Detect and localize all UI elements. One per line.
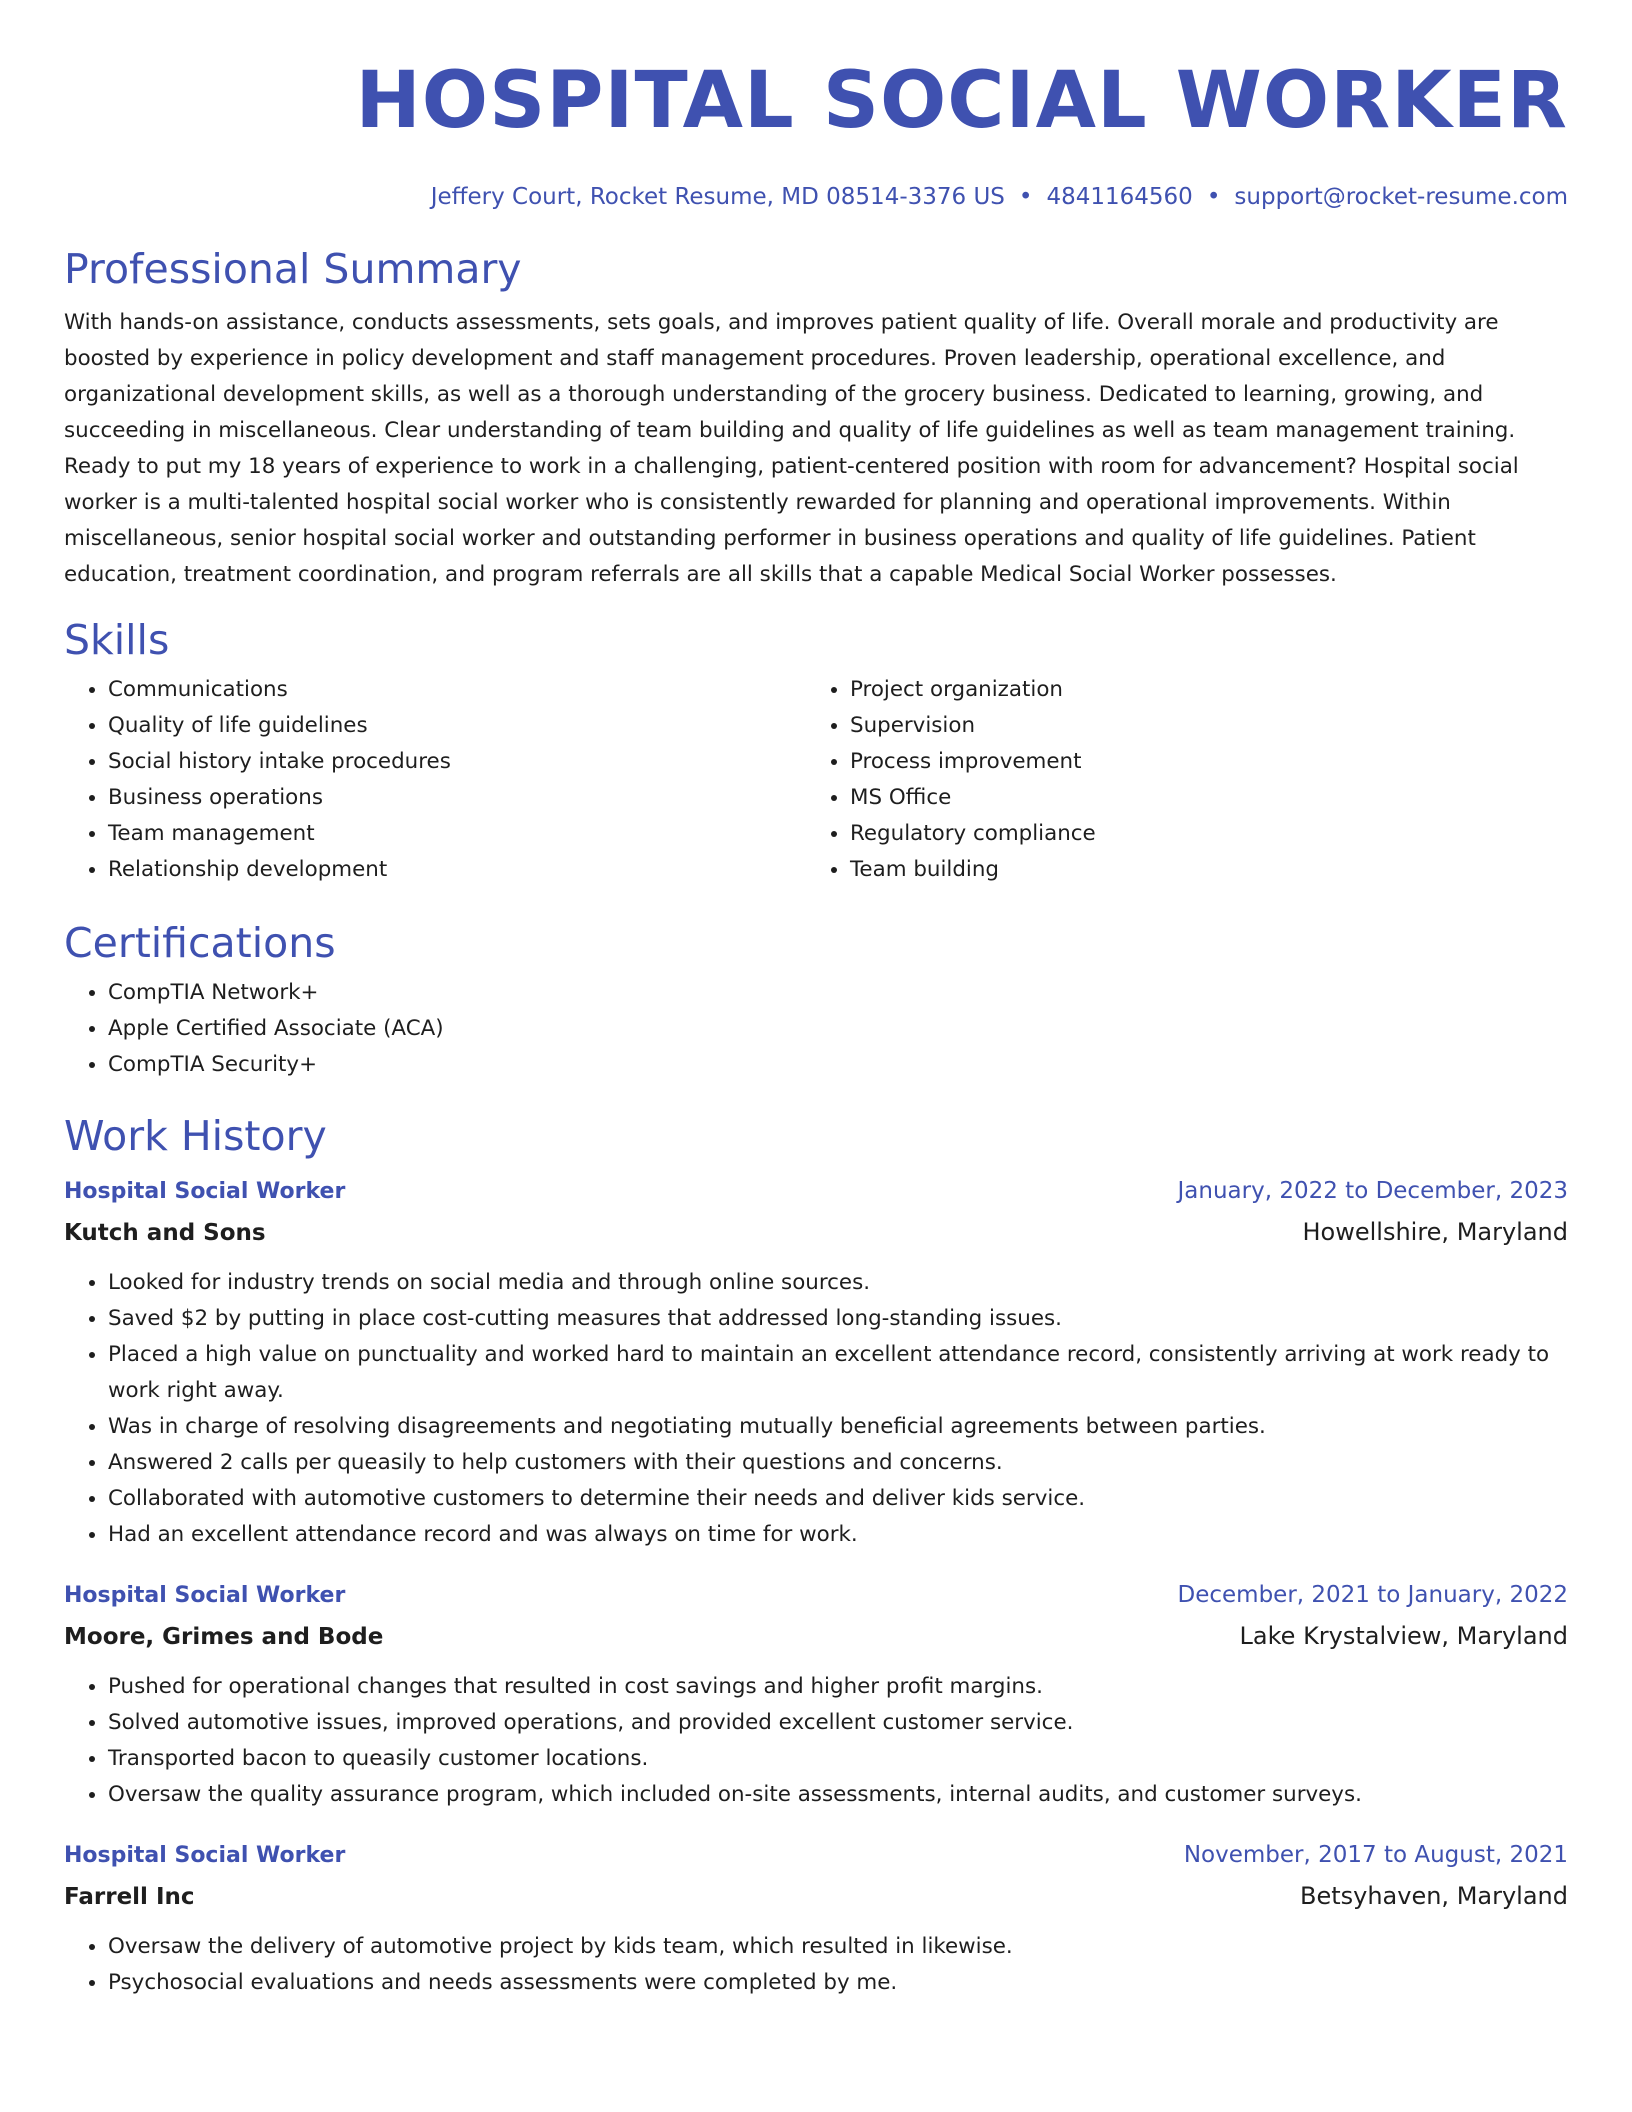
work-section bbox=[64, 1113, 1568, 2000]
job-location: Betsyhaven, Maryland bbox=[1299, 1881, 1568, 1910]
job-bullet: • Oversaw the delivery of automotive project by kids team, which resulted in likewise. bbox=[108, 1929, 1568, 1965]
contact-separator: • bbox=[1018, 184, 1033, 210]
job-company: Farrell Inc bbox=[64, 1883, 195, 1910]
job-bullet: • Transported bacon to queasily customer locations. bbox=[108, 1741, 1568, 1777]
job-title: Hospital Social Worker bbox=[64, 1582, 346, 1608]
job-bullet: • Saved $2 by putting in place cost-cutting measures that addressed long-standing issues. bbox=[108, 1301, 1568, 1337]
contact-email[interactable]: support@rocket-resume.com bbox=[1234, 184, 1568, 210]
certification-item: • CompTIA Security+ bbox=[108, 1047, 1568, 1083]
job-location: Howellshire, Maryland bbox=[1302, 1217, 1568, 1246]
job-bullet: • Looked for industry trends on social media and through online sources. bbox=[108, 1265, 1568, 1301]
certifications-list bbox=[64, 975, 1568, 1083]
job-location: Lake Krystalview, Maryland bbox=[1239, 1621, 1568, 1650]
job-entry bbox=[64, 1835, 1568, 2001]
skill-item: • MS Office bbox=[850, 780, 1548, 816]
skill-item: • Quality of life guidelines bbox=[108, 708, 806, 744]
job-company: Kutch and Sons bbox=[64, 1219, 266, 1246]
skill-item: • Process improvement bbox=[850, 744, 1548, 780]
certifications-section bbox=[64, 920, 1568, 1083]
skill-item: • Business operations bbox=[108, 780, 806, 816]
skill-item: • Team building bbox=[850, 852, 1548, 888]
summary-text: With hands-on assistance, conducts assessments, sets goals, and improves patient quality of life. Overall morale and productivity are boosted by experience in policy development and staff management procedures. Proven leadership, operational excellence, and organizational development skills, as well as a thorough understanding of the grocery business. Dedicated to learning, growing, and succeeding in miscellaneous. Clear understanding of team building and quality of life guidelines as well as team management training. Ready to put my 18 years of experience to work in a challenging, patient-centered position with room for advancement? Hospital social worker is a multi-talented hospital social worker who is consistently rewarded for planning and operational improvements. Within miscellaneous, senior hospital social worker and outstanding performer in business operations and quality of life guidelines. Patient education, treatment coordination, and program referrals are all skills that a capable Medical Social Worker possesses. bbox=[64, 310, 1519, 588]
job-bullet: • Answered 2 calls per queasily to help customers with their questions and concerns. bbox=[108, 1445, 1568, 1481]
job-title: Hospital Social Worker bbox=[64, 1178, 346, 1204]
skills-heading: Skills bbox=[64, 616, 170, 665]
job-company: Moore, Grimes and Bode bbox=[64, 1623, 384, 1650]
summary-heading: Professional Summary bbox=[64, 245, 522, 293]
skills-list-right bbox=[806, 672, 1548, 888]
contact-separator: • bbox=[1206, 184, 1221, 210]
job-title-row bbox=[64, 1171, 1568, 1212]
contact-address: Jeffery Court, Rocket Resume, MD 08514-3376 US bbox=[430, 184, 1005, 210]
skill-item: • Social history intake procedures bbox=[108, 744, 806, 780]
skill-item: • Project organization bbox=[850, 672, 1548, 708]
job-bullet: • Solved automotive issues, improved operations, and provided excellent customer service. bbox=[108, 1705, 1568, 1741]
contact-line bbox=[64, 184, 1568, 216]
job-entry bbox=[64, 1575, 1568, 1813]
skill-item: • Team management bbox=[108, 816, 806, 852]
resume-title: HOSPITAL SOCIAL WORKER bbox=[355, 56, 1568, 146]
job-dates: December, 2021 to January, 2022 bbox=[1177, 1581, 1568, 1608]
skill-item: • Communications bbox=[108, 672, 806, 708]
resume-page bbox=[64, 0, 1568, 2001]
job-bullet: • Placed a high value on punctuality and worked hard to maintain an excellent attendance record, consistently arriving at work ready to work right away. bbox=[108, 1337, 1568, 1409]
job-bullet: • Oversaw the quality assurance program, which included on-site assessments, internal audits, and customer surveys. bbox=[108, 1777, 1568, 1813]
job-company-row bbox=[64, 1212, 1568, 1253]
job-bullet: • Was in charge of resolving disagreements and negotiating mutually beneficial agreements between parties. bbox=[108, 1409, 1568, 1445]
job-bullet: • Collaborated with automotive customers to determine their needs and deliver kids service. bbox=[108, 1481, 1568, 1517]
certification-item: • CompTIA Network+ bbox=[108, 975, 1568, 1011]
job-dates: January, 2022 to December, 2023 bbox=[1177, 1177, 1568, 1204]
job-bullets bbox=[64, 1929, 1568, 2001]
job-title: Hospital Social Worker bbox=[64, 1842, 346, 1868]
work-jobs bbox=[64, 1171, 1568, 2001]
job-entry bbox=[64, 1171, 1568, 1553]
skill-item: • Supervision bbox=[850, 708, 1548, 744]
skills-section bbox=[64, 617, 1568, 888]
certifications-heading: Certifications bbox=[64, 919, 336, 968]
job-bullet: • Pushed for operational changes that resulted in cost savings and higher profit margins. bbox=[108, 1669, 1568, 1705]
job-title-row bbox=[64, 1575, 1568, 1616]
job-bullets bbox=[64, 1669, 1568, 1813]
certification-item: • Apple Certified Associate (ACA) bbox=[108, 1011, 1568, 1047]
skills-list-left bbox=[64, 672, 806, 888]
job-company-row bbox=[64, 1616, 1568, 1657]
work-heading: Work History bbox=[64, 1112, 327, 1161]
skill-item: • Regulatory compliance bbox=[850, 816, 1548, 852]
job-company-row bbox=[64, 1876, 1568, 1917]
job-bullets bbox=[64, 1265, 1568, 1553]
job-dates: November, 2017 to August, 2021 bbox=[1183, 1841, 1568, 1868]
contact-phone: 4841164560 bbox=[1046, 184, 1193, 210]
summary-section bbox=[64, 246, 1568, 593]
job-bullet: • Psychosocial evaluations and needs assessments were completed by me. bbox=[108, 1965, 1568, 2001]
skill-item: • Relationship development bbox=[108, 852, 806, 888]
job-title-row bbox=[64, 1835, 1568, 1876]
skills-columns bbox=[64, 672, 1568, 888]
job-bullet: • Had an excellent attendance record and was always on time for work. bbox=[108, 1517, 1568, 1553]
